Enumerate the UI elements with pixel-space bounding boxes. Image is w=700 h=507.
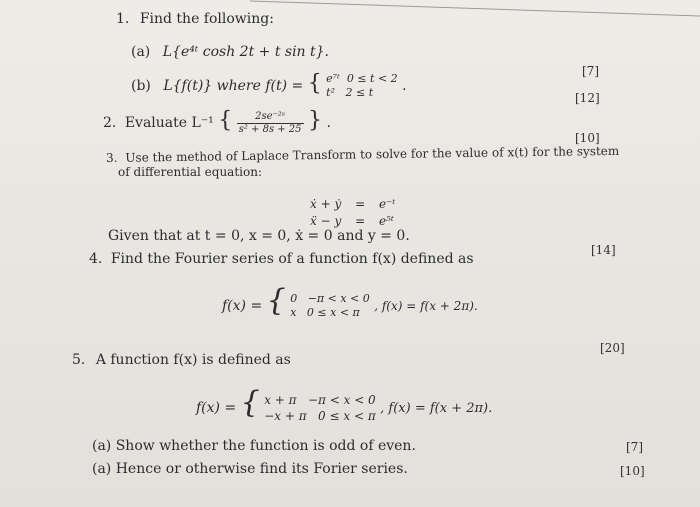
q5-case2-expr: −x + π	[264, 409, 307, 423]
q2-brace-open: {	[218, 108, 233, 133]
q3-line1	[106, 144, 619, 165]
q1-b-expr: L{f(t)} where f(t) =	[163, 78, 304, 94]
q4-line	[89, 251, 474, 267]
q3-eq2	[310, 214, 394, 228]
q3-eq2-rhs: e⁵ᵗ	[378, 214, 394, 228]
q4-periodic: , f(x) = f(x + 2π).	[374, 299, 478, 313]
q3-eq1	[310, 197, 395, 211]
q1-title: Find the following:	[139, 11, 274, 27]
q2-number: 2.	[103, 115, 117, 131]
q1-b-case2-expr: t²	[326, 86, 336, 99]
q3-text1: Use the method of Laplace Transform to solve for the value of x(t) for the system	[125, 143, 620, 165]
q4-brace: {	[266, 283, 286, 318]
q3-mark: [14]	[591, 243, 616, 257]
q5-brace: {	[240, 385, 260, 420]
q4-case1-expr: 0	[290, 292, 298, 305]
q4-cases	[290, 292, 370, 320]
q5-part-b: (a) Hence or otherwise find its Forier series.	[92, 461, 408, 477]
q2-mark: [10]	[575, 131, 600, 145]
q3-given: Given that at t = 0, x = 0, ẋ = 0 and y = 0.	[108, 228, 410, 244]
q5-cases	[264, 392, 376, 424]
q4-case1-cond: −π < x < 0	[307, 292, 370, 305]
q4-case2-cond: 0 ≤ x < π	[306, 306, 360, 319]
q1-a-label: (a)	[131, 44, 151, 60]
q1-b-mark: [12]	[575, 91, 600, 105]
q3-eq1-rhs: e⁻ᵗ	[378, 197, 396, 211]
q1-b-case1-cond: 0 ≤ t < 2	[346, 72, 398, 85]
q1-b-cases	[326, 72, 397, 100]
q1-b-case2-cond: 2 ≤ t	[345, 86, 374, 99]
q5-b-mark: [10]	[620, 464, 645, 478]
q3-eq1-eq: =	[355, 197, 366, 211]
q1-b-end: .	[402, 78, 407, 94]
top-rule	[0, 0, 700, 20]
q3-eq2-lhs: ẍ − y	[310, 214, 342, 228]
q1-a-expr: L{e⁴ᵗ cosh 2t + t sin t}.	[162, 44, 330, 60]
q4-lhs: f(x) =	[222, 298, 263, 314]
q3-line2: of differential equation:	[118, 165, 262, 179]
q5-lhs: f(x) =	[196, 400, 237, 416]
q1-heading	[116, 11, 274, 27]
q5-definition	[196, 385, 493, 424]
q1-b-brace: {	[307, 71, 322, 96]
q1-b-label: (b)	[131, 78, 151, 94]
q5-case1-expr: x + π	[264, 393, 297, 407]
q2-end: .	[326, 115, 331, 131]
q5-periodic: , f(x) = f(x + 2π).	[380, 401, 493, 416]
q4-case2-expr: x	[290, 306, 297, 319]
q4-mark: [20]	[600, 341, 625, 355]
q2-denominator: s² + 8s + 25	[238, 123, 302, 135]
q2-text: Evaluate L⁻¹	[124, 115, 214, 131]
q3-number: 3.	[106, 150, 118, 165]
q2-brace-close: }	[308, 108, 322, 133]
q2-fraction	[237, 111, 304, 136]
q3-eq2-eq: =	[355, 214, 366, 228]
q5-line	[72, 352, 291, 368]
q5-case2-cond: 0 ≤ x < π	[318, 409, 376, 423]
q2-numerator: 2se⁻²ˢ	[237, 111, 304, 124]
q5-number: 5.	[72, 352, 86, 368]
q1-a-mark: [7]	[582, 64, 599, 78]
q5-a-mark: [7]	[626, 440, 643, 454]
q3-eq1-lhs: ẋ + ẏ	[310, 197, 342, 211]
q2-line	[103, 110, 331, 136]
q4-text: Find the Fourier series of a function f(x) defined as	[110, 251, 474, 267]
q1-part-a	[131, 44, 329, 60]
q5-part-a: (a) Show whether the function is odd of even.	[92, 438, 416, 454]
q4-number: 4.	[89, 251, 103, 267]
q4-definition	[222, 283, 478, 320]
q1-part-b	[131, 72, 407, 100]
q5-case1-cond: −π < x < 0	[307, 393, 376, 407]
q5-text: A function f(x) is defined as	[95, 352, 291, 368]
q1-number: 1.	[116, 11, 130, 27]
q1-b-case1-expr: e⁷ᵗ	[326, 72, 340, 85]
